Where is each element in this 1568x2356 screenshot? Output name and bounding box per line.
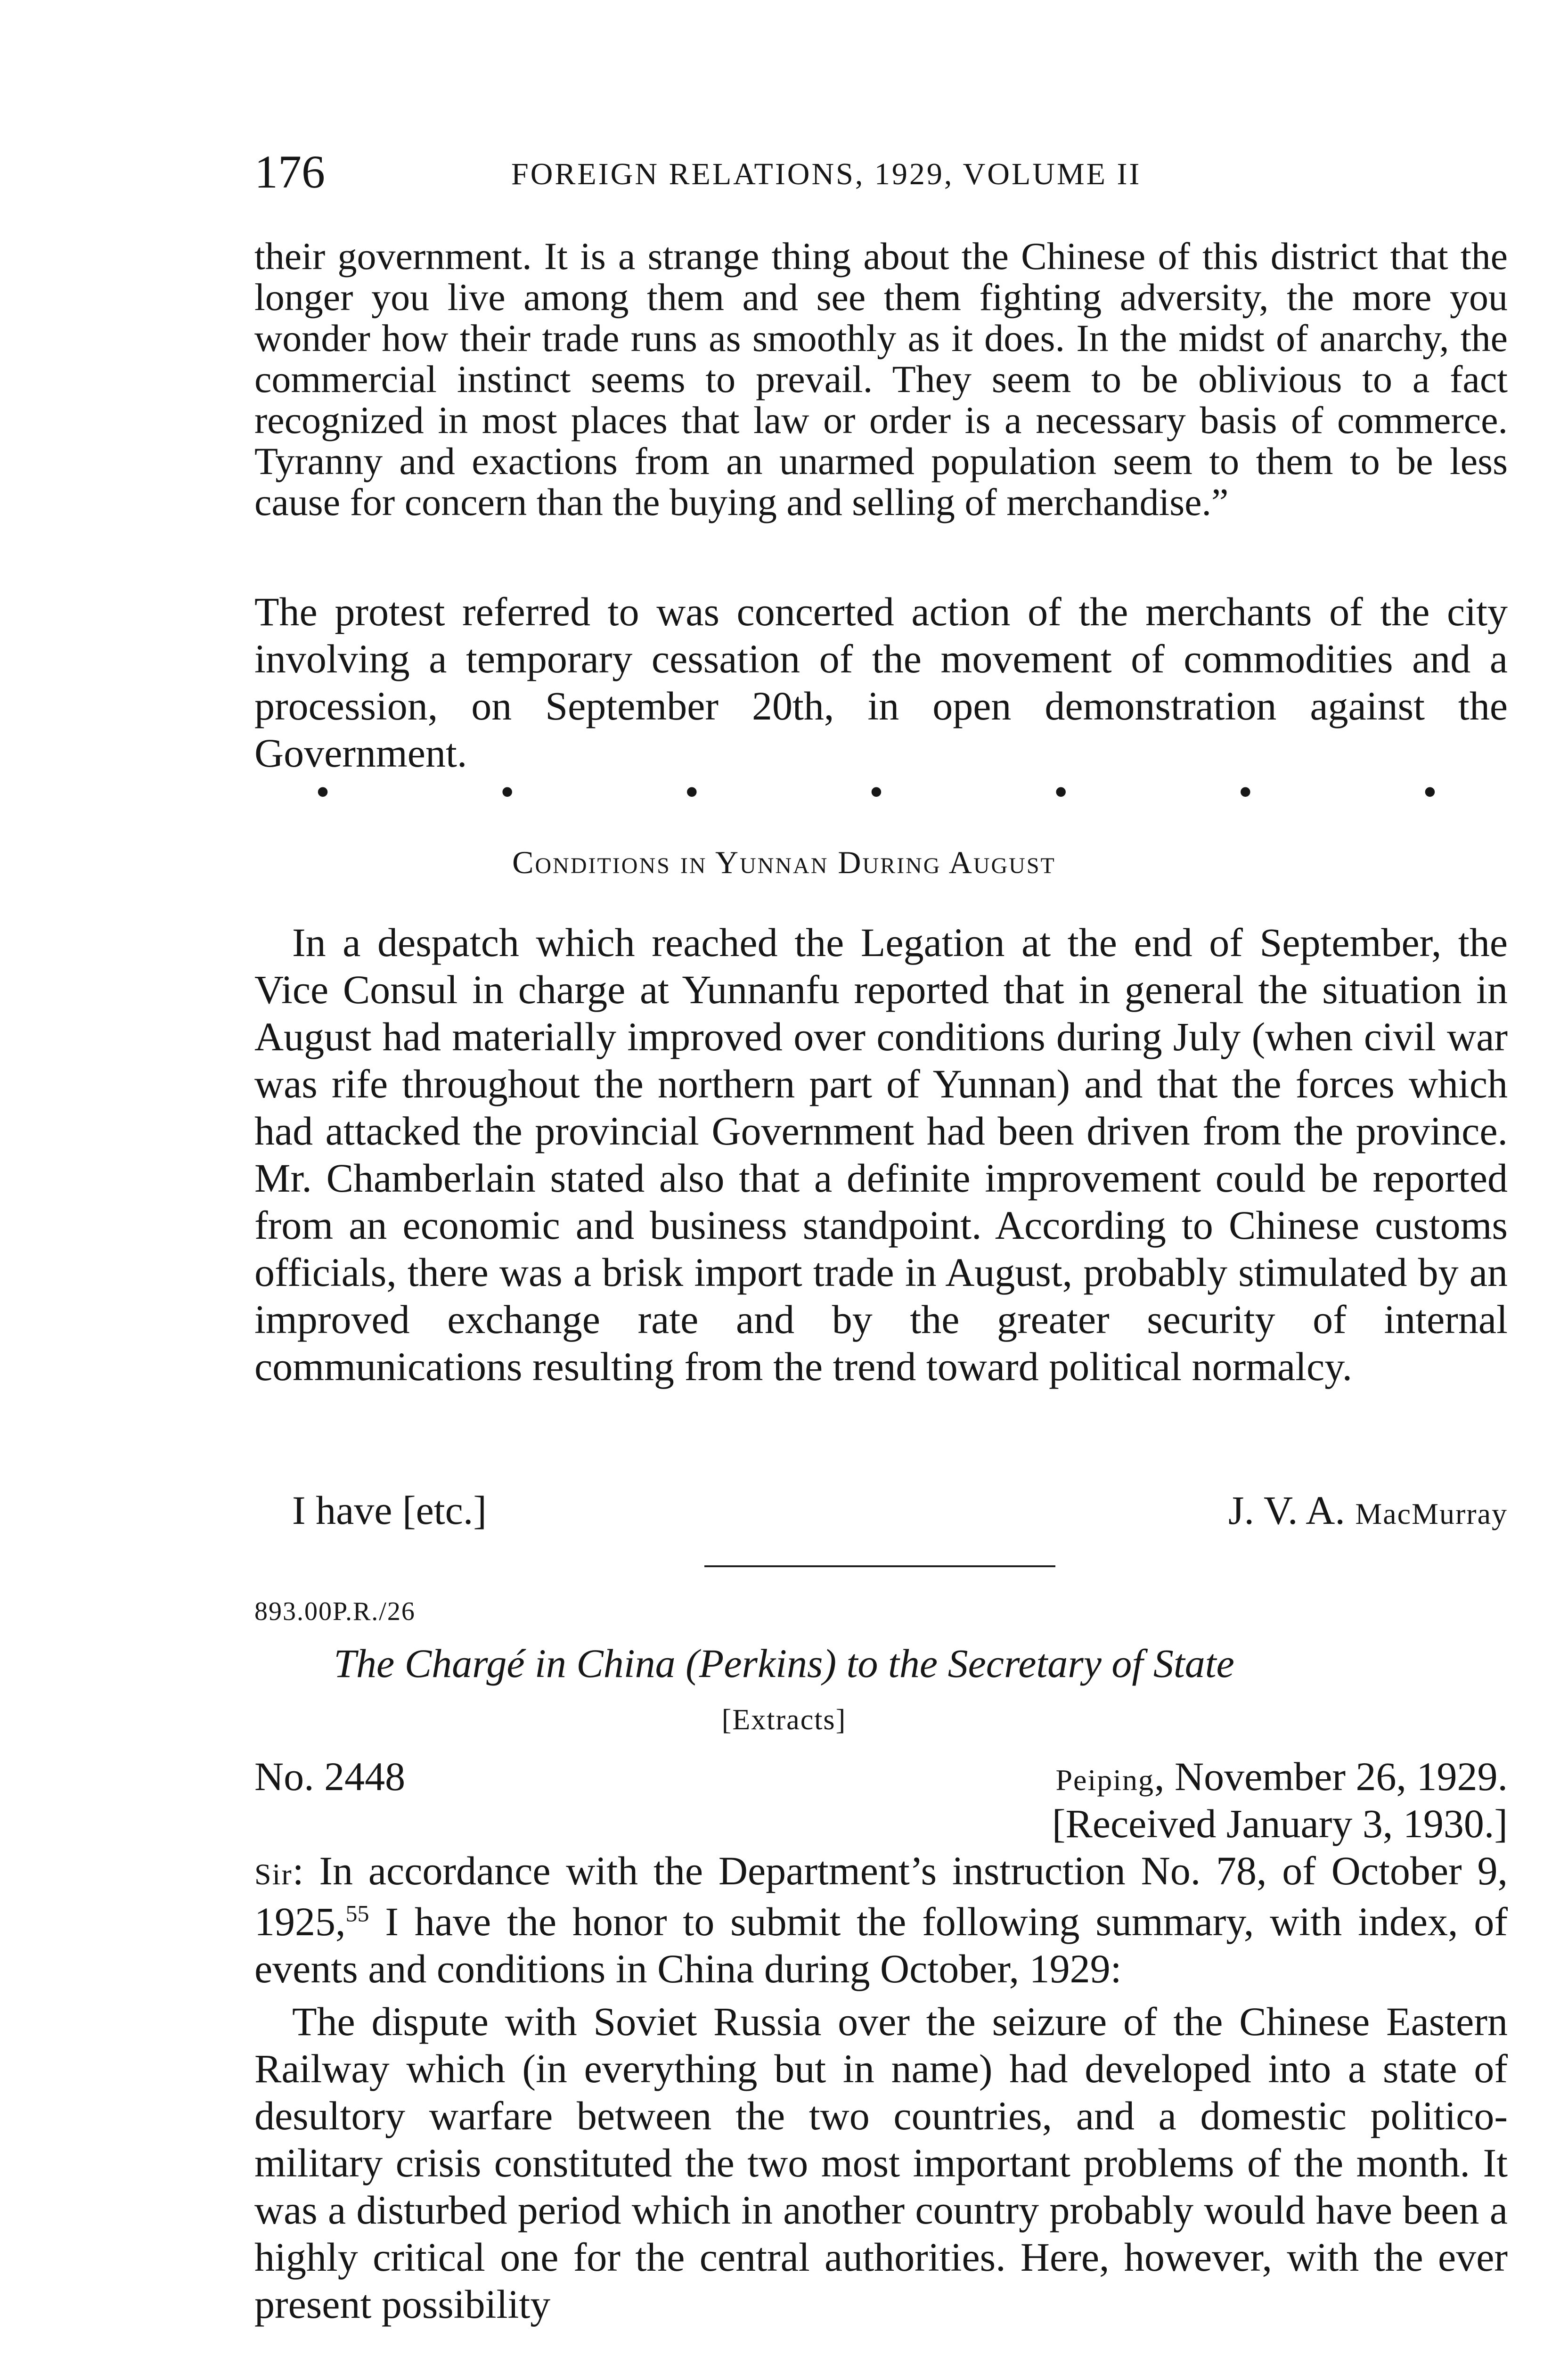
ellipsis-dot: • (685, 769, 699, 814)
running-title: FOREIGN RELATIONS, 1929, VOLUME II (511, 157, 1142, 191)
section-divider (704, 1565, 1055, 1567)
running-head (254, 141, 1296, 203)
signature (1228, 1484, 1508, 1540)
dateline-date: , November 26, 1929. (1154, 1754, 1508, 1799)
ellipsis-dot: • (316, 769, 330, 814)
footnote-reference[interactable]: 55 (345, 1900, 369, 1927)
ellipsis-dot: • (1422, 769, 1437, 814)
salutation: Sir (254, 1857, 293, 1891)
extracts-label: [Extracts] (721, 1704, 847, 1736)
ellipsis-dot: • (1238, 769, 1253, 814)
closing-text: I have [etc.] (292, 1488, 487, 1533)
protest-paragraph: The protest referred to was concerted action of the merchants of the city involving a temporary cessation of the movement of commodities and a procession, on September 20th, in open demonstration against the Government. (254, 589, 1508, 776)
dispute-paragraph: The dispute with Soviet Russia over the seizure of the Chinese Eastern Railway which (in everything but in name) had developed into a state of desultory warfare between the two countries, and a domestic politico-military crisis constituted the two most important problems of the month. It was a disturbed period which in another country probably would have been a highly critical one for the central authorities. Here, however, with the ever present possibility (254, 1999, 1508, 2327)
section-heading: Conditions in Yunnan During August (512, 844, 1056, 880)
received-date: [Received January 3, 1930.] (1052, 1801, 1508, 1846)
document-number: No. 2448 (254, 1754, 406, 1799)
file-number: 893.00P.R./26 (254, 1597, 416, 1626)
dateline-place: Peiping (1055, 1763, 1155, 1797)
ellipsis-dot: • (1054, 769, 1068, 814)
salutation-paragraph (254, 1847, 1508, 1992)
signature-surname: MacMurray (1355, 1497, 1508, 1530)
salutation-text-pre: In accordance with the Department’s instruction No. 78, of October 9, 1925, (254, 1848, 1508, 1944)
document-title: The Chargé in China (Perkins) to the Secretary of State (334, 1641, 1234, 1686)
dateline (1055, 1753, 1508, 1804)
yunnan-paragraph: In a despatch which reached the Legation at the end of September, the Vice Consul in charge at Yunnanfu reported that in general the situation in August had materially improved over conditions during July (when civil war was rife throughout the northern part of Yunnan) and that the forces which had attacked the provincial Government had been driven from the province. Mr. Chamberlain stated also that a definite improvement could be reported from an economic and business standpoint. According to Chinese customs officials, there was a brisk import trade in August, probably stimulated by an improved exchange rate and by the greater security of internal communications resulting from the trend toward political normalcy. (254, 920, 1508, 1389)
salutation-text-post: I have the honor to submit the following summary, with index, of events and conditions in China during October, 1929: (254, 1899, 1508, 1991)
ellipsis-dot: • (500, 769, 514, 814)
salutation-punct: : (292, 1848, 319, 1893)
ellipsis-dots (316, 768, 1437, 815)
quote-continuation-paragraph: their government. It is a strange thing about the Chinese of this district that the longer you live among them and see them fighting adversity, the more you wonder how their trade runs as smoothly as it does. In the midst of anarchy, the commercial instinct seems to prevail. They seem to be oblivious to a fact recognized in most places that law or order is a necessary basis of commerce. Tyranny and exactions from an unarmed population seem to them to be less cause for concern than the buying and selling of merchandise.” (254, 235, 1508, 524)
closing-line (254, 1484, 1508, 1536)
signature-initials: J. V. A. (1228, 1488, 1345, 1533)
page-number: 176 (254, 146, 325, 198)
ellipsis-dot: • (869, 769, 884, 814)
